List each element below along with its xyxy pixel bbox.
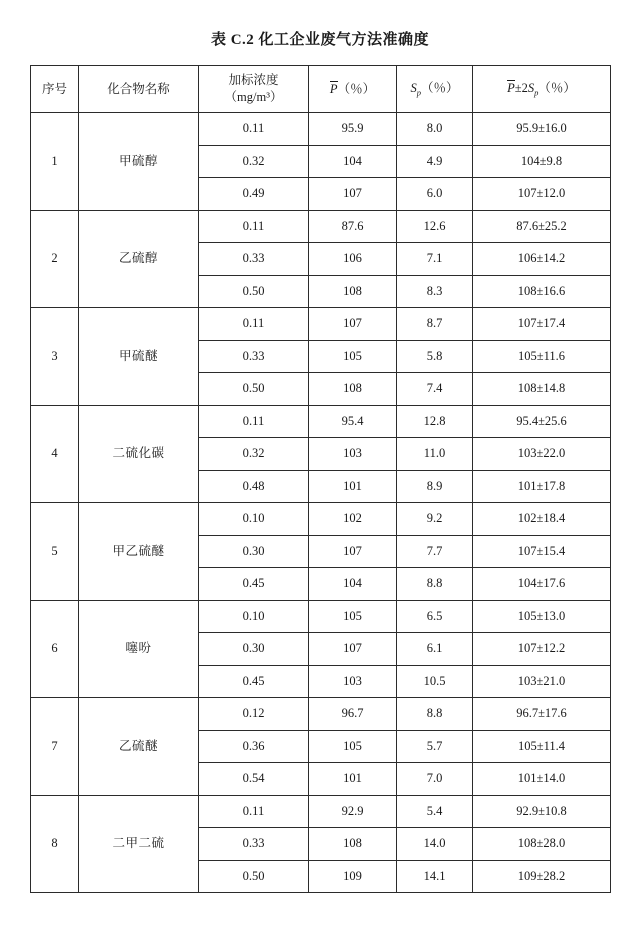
table-row (31, 600, 611, 633)
cell-range: 92.9±10.8 (473, 795, 611, 828)
cell-compound-name: 噻吩 (79, 600, 199, 698)
cell-compound-name: 乙硫醚 (79, 698, 199, 796)
cell-no: 2 (31, 210, 79, 308)
cell-sp: 10.5 (397, 665, 473, 698)
cell-range: 95.9±16.0 (473, 113, 611, 146)
cell-no: 3 (31, 308, 79, 406)
cell-spike-concentration: 0.12 (199, 698, 309, 731)
cell-sp: 6.5 (397, 600, 473, 633)
cell-sp: 7.7 (397, 535, 473, 568)
cell-sp: 12.8 (397, 405, 473, 438)
range-sp-symbol: S (527, 80, 535, 95)
column-header-sp (397, 66, 473, 113)
cell-mean-recovery: 107 (309, 535, 397, 568)
cell-mean-recovery: 102 (309, 503, 397, 536)
cell-mean-recovery: 103 (309, 665, 397, 698)
cell-mean-recovery: 95.9 (309, 113, 397, 146)
range-unit: （％） (538, 80, 576, 95)
cell-range: 87.6±25.2 (473, 210, 611, 243)
cell-range: 96.7±17.6 (473, 698, 611, 731)
p-bar-symbol: P (329, 81, 338, 96)
cell-sp: 8.8 (397, 698, 473, 731)
cell-spike-concentration: 0.11 (199, 405, 309, 438)
cell-no: 4 (31, 405, 79, 503)
cell-spike-concentration: 0.50 (199, 860, 309, 893)
cell-mean-recovery: 108 (309, 828, 397, 861)
cell-compound-name: 甲硫醚 (79, 308, 199, 406)
cell-spike-concentration: 0.36 (199, 730, 309, 763)
cell-sp: 11.0 (397, 438, 473, 471)
cell-mean-recovery: 104 (309, 568, 397, 601)
accuracy-table (30, 65, 611, 893)
cell-no: 5 (31, 503, 79, 601)
cell-mean-recovery: 92.9 (309, 795, 397, 828)
table-header (31, 66, 611, 113)
cell-spike-concentration: 0.50 (199, 275, 309, 308)
cell-compound-name: 二硫化碳 (79, 405, 199, 503)
table-row (31, 405, 611, 438)
cell-spike-concentration: 0.33 (199, 243, 309, 276)
cell-no: 8 (31, 795, 79, 893)
cell-sp: 8.3 (397, 275, 473, 308)
cell-range: 108±16.6 (473, 275, 611, 308)
sp-symbol: S (410, 80, 417, 95)
range-p-bar-symbol: P (507, 80, 515, 95)
cell-range: 105±13.0 (473, 600, 611, 633)
cell-sp: 7.4 (397, 373, 473, 406)
cell-spike-concentration: 0.32 (199, 145, 309, 178)
column-header-no: 序号 (31, 66, 79, 113)
cell-no: 7 (31, 698, 79, 796)
cell-mean-recovery: 101 (309, 470, 397, 503)
cell-spike-concentration: 0.54 (199, 763, 309, 796)
cell-range: 107±12.2 (473, 633, 611, 666)
cell-range: 107±12.0 (473, 178, 611, 211)
cell-sp: 5.7 (397, 730, 473, 763)
cell-sp: 6.0 (397, 178, 473, 211)
mean-recovery-unit: （％） (337, 81, 376, 96)
cell-no: 1 (31, 113, 79, 211)
cell-spike-concentration: 0.33 (199, 828, 309, 861)
cell-no: 6 (31, 600, 79, 698)
cell-range: 101±14.0 (473, 763, 611, 796)
cell-range: 108±28.0 (473, 828, 611, 861)
cell-spike-concentration: 0.30 (199, 633, 309, 666)
cell-range: 106±14.2 (473, 243, 611, 276)
cell-sp: 14.1 (397, 860, 473, 893)
table-row (31, 210, 611, 243)
cell-sp: 8.8 (397, 568, 473, 601)
cell-compound-name: 乙硫醇 (79, 210, 199, 308)
cell-spike-concentration: 0.49 (199, 178, 309, 211)
cell-mean-recovery: 108 (309, 275, 397, 308)
column-header-mean-recovery (309, 66, 397, 113)
cell-mean-recovery: 95.4 (309, 405, 397, 438)
spike-concentration-unit: （mg/m³） (224, 90, 283, 104)
cell-range: 107±15.4 (473, 535, 611, 568)
table-row (31, 698, 611, 731)
page-title: 表 C.2 化工企业废气方法准确度 (210, 32, 430, 48)
cell-spike-concentration: 0.32 (199, 438, 309, 471)
cell-spike-concentration: 0.45 (199, 665, 309, 698)
cell-sp: 8.0 (397, 113, 473, 146)
cell-range: 109±28.2 (473, 860, 611, 893)
cell-mean-recovery: 108 (309, 373, 397, 406)
cell-mean-recovery: 107 (309, 308, 397, 341)
cell-spike-concentration: 0.10 (199, 503, 309, 536)
cell-mean-recovery: 103 (309, 438, 397, 471)
column-header-spike-concentration (199, 66, 309, 113)
cell-mean-recovery: 96.7 (309, 698, 397, 731)
cell-spike-concentration: 0.11 (199, 795, 309, 828)
sp-unit: （％） (420, 80, 459, 95)
cell-mean-recovery: 105 (309, 600, 397, 633)
cell-sp: 4.9 (397, 145, 473, 178)
table-row (31, 308, 611, 341)
cell-mean-recovery: 87.6 (309, 210, 397, 243)
cell-compound-name: 甲乙硫醚 (79, 503, 199, 601)
cell-mean-recovery: 101 (309, 763, 397, 796)
cell-spike-concentration: 0.48 (199, 470, 309, 503)
cell-mean-recovery: 107 (309, 633, 397, 666)
cell-mean-recovery: 109 (309, 860, 397, 893)
cell-sp: 5.4 (397, 795, 473, 828)
cell-spike-concentration: 0.33 (199, 340, 309, 373)
column-header-range (473, 66, 611, 113)
range-sp-subscript: p (534, 87, 539, 98)
table-row (31, 503, 611, 536)
cell-sp: 6.1 (397, 633, 473, 666)
cell-spike-concentration: 0.30 (199, 535, 309, 568)
cell-sp: 12.6 (397, 210, 473, 243)
cell-mean-recovery: 105 (309, 340, 397, 373)
cell-spike-concentration: 0.11 (199, 210, 309, 243)
cell-range: 108±14.8 (473, 373, 611, 406)
table-row (31, 795, 611, 828)
cell-sp: 8.9 (397, 470, 473, 503)
cell-range: 102±18.4 (473, 503, 611, 536)
cell-sp: 5.8 (397, 340, 473, 373)
table-row (31, 113, 611, 146)
cell-spike-concentration: 0.50 (199, 373, 309, 406)
cell-range: 105±11.4 (473, 730, 611, 763)
cell-mean-recovery: 105 (309, 730, 397, 763)
cell-sp: 14.0 (397, 828, 473, 861)
sp-subscript: p (416, 87, 421, 98)
cell-sp: 8.7 (397, 308, 473, 341)
cell-sp: 7.0 (397, 763, 473, 796)
cell-compound-name: 二甲二硫 (79, 795, 199, 893)
cell-range: 104±17.6 (473, 568, 611, 601)
cell-spike-concentration: 0.10 (199, 600, 309, 633)
cell-spike-concentration: 0.11 (199, 113, 309, 146)
cell-mean-recovery: 104 (309, 145, 397, 178)
cell-sp: 7.1 (397, 243, 473, 276)
cell-range: 107±17.4 (473, 308, 611, 341)
spike-concentration-label: 加标浓度 (228, 73, 279, 88)
table-body (31, 113, 611, 893)
range-plus-minus: ±2 (514, 80, 528, 95)
cell-mean-recovery: 106 (309, 243, 397, 276)
table-header-row (31, 66, 611, 113)
cell-range: 95.4±25.6 (473, 405, 611, 438)
cell-sp: 9.2 (397, 503, 473, 536)
cell-mean-recovery: 107 (309, 178, 397, 211)
cell-compound-name: 甲硫醇 (79, 113, 199, 211)
cell-range: 103±21.0 (473, 665, 611, 698)
cell-range: 101±17.8 (473, 470, 611, 503)
cell-range: 104±9.8 (473, 145, 611, 178)
cell-spike-concentration: 0.45 (199, 568, 309, 601)
column-header-compound: 化合物名称 (79, 66, 199, 113)
cell-spike-concentration: 0.11 (199, 308, 309, 341)
cell-range: 105±11.6 (473, 340, 611, 373)
cell-range: 103±22.0 (473, 438, 611, 471)
